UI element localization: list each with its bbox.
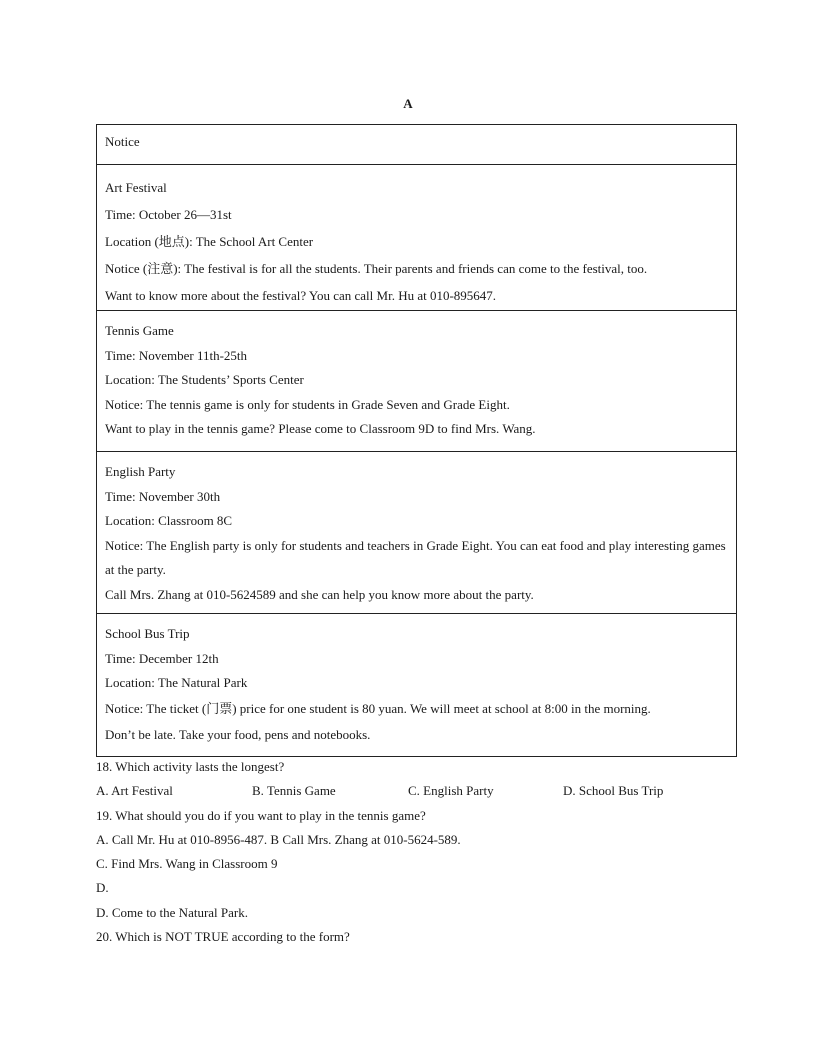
english-party-name: English Party	[105, 464, 176, 479]
school-bus-trip-time: Time: December 12th	[105, 650, 219, 666]
tennis-game-row	[97, 311, 737, 452]
question-20-stem: 20. Which is NOT TRUE according to the form?	[96, 929, 350, 945]
tennis-game-location: Location: The Students’ Sports Center	[105, 372, 304, 387]
art-festival-cell	[97, 165, 737, 311]
school-bus-trip-more: Don’t be late. Take your food, pens and notebooks.	[105, 727, 371, 742]
tennis-game-cell	[97, 311, 737, 452]
art-festival-name: Art Festival	[105, 180, 167, 195]
english-party-time: Time: November 30th	[105, 488, 221, 504]
english-party-location: Location: Classroom 8C	[105, 513, 233, 528]
tennis-game-notice: Notice: The tennis game is only for students in Grade Seven and Grade Eight.	[105, 396, 510, 412]
notice-table	[96, 124, 737, 757]
question-19-option-d-label[interactable]: D.	[96, 880, 109, 896]
question-19-options-ab[interactable]: A. Call Mr. Hu at 010-8956-487. B Call Mrs. Zhang at 010-5624-589.	[96, 831, 461, 847]
notice-title-row	[97, 125, 737, 165]
question-18-option-b[interactable]: B. Tennis Game	[252, 783, 336, 799]
question-19-option-d[interactable]: D. Come to the Natural Park.	[96, 904, 248, 920]
english-party-more: Call Mrs. Zhang at 010-5624589 and she can help you know more about the party.	[105, 586, 534, 602]
question-18-option-a[interactable]: A. Art Festival	[96, 783, 173, 799]
question-18-option-d[interactable]: D. School Bus Trip	[563, 783, 664, 799]
art-festival-more: Want to know more about the festival? You can call Mr. Hu at 010-895647.	[105, 288, 497, 303]
questions-section	[96, 755, 737, 949]
question-19-option-c[interactable]: C. Find Mrs. Wang in Classroom 9	[96, 856, 278, 872]
tennis-game-time: Time: November 11th-25th	[105, 347, 248, 363]
question-18-options	[96, 779, 737, 803]
school-bus-trip-cell	[97, 614, 737, 757]
art-festival-location: Location (地点): The School Art Center	[105, 234, 314, 249]
notice-title: Notice	[97, 125, 737, 165]
school-bus-trip-row	[97, 614, 737, 757]
art-festival-row	[97, 165, 737, 311]
english-party-notice: Notice: The English party is only for students and teachers in Grade Eight. You can eat food and play interesting games at the party.	[105, 537, 726, 577]
tennis-game-name: Tennis Game	[105, 323, 174, 338]
art-festival-notice: Notice (注意): The festival is for all the students. Their parents and friends can come to the festival, too.	[105, 261, 648, 276]
english-party-row	[97, 452, 737, 614]
tennis-game-more: Want to play in the tennis game? Please come to Classroom 9D to find Mrs. Wang.	[105, 421, 536, 436]
school-bus-trip-notice: Notice: The ticket (门票) price for one student is 80 yuan. We will meet at school at 8:00 in the morning.	[105, 700, 651, 716]
question-19-stem: 19. What should you do if you want to play in the tennis game?	[96, 807, 426, 823]
passage-heading: A	[403, 96, 413, 111]
question-18-option-c[interactable]: C. English Party	[408, 783, 494, 799]
school-bus-trip-location: Location: The Natural Park	[105, 675, 248, 690]
school-bus-trip-name: School Bus Trip	[105, 626, 190, 641]
question-18-stem: 18. Which activity lasts the longest?	[96, 759, 285, 774]
art-festival-time: Time: October 26—31st	[105, 207, 232, 222]
english-party-cell	[97, 452, 737, 614]
